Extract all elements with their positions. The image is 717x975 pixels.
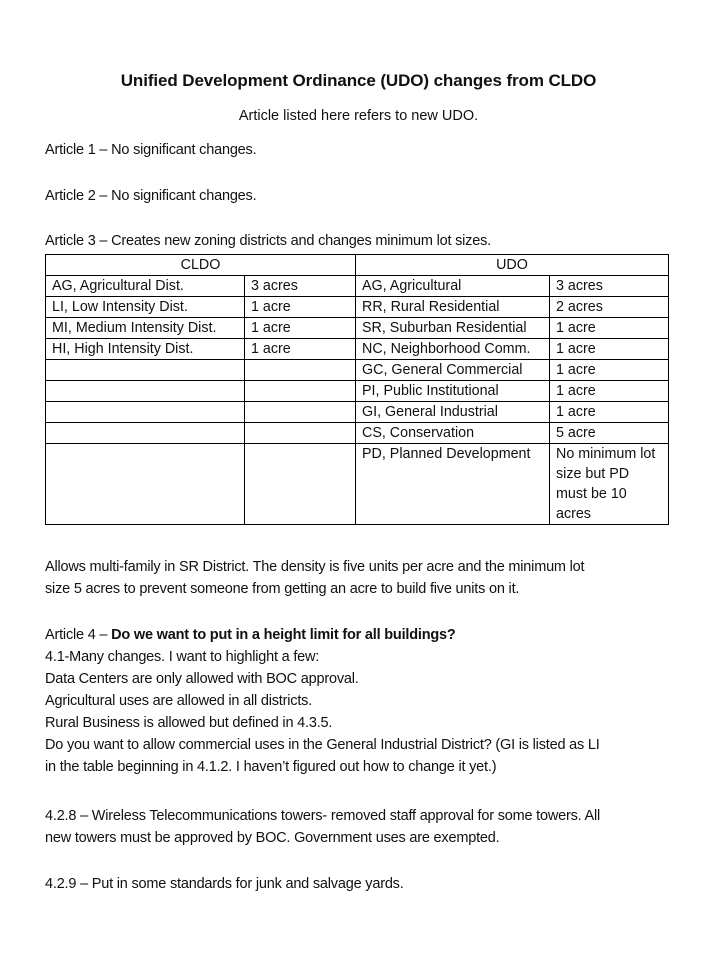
article-4-line: in the table beginning in 4.1.2. I haven’t figured out how to change it yet.) bbox=[45, 759, 497, 775]
article-2-text: No significant changes. bbox=[111, 188, 257, 204]
article-3-note-line: Allows multi-family in SR District. The density is five units per acre and the minimum lot bbox=[45, 559, 585, 575]
cldo-district: HI, High Intensity Dist. bbox=[46, 339, 245, 360]
article-4 bbox=[45, 624, 675, 778]
udo-lot-size: 5 acre bbox=[550, 423, 669, 444]
udo-lot-size: 2 acres bbox=[550, 297, 669, 318]
header-cldo: CLDO bbox=[46, 255, 356, 276]
cldo-district bbox=[46, 423, 245, 444]
cldo-lot-size bbox=[245, 360, 356, 381]
article-3-intro: Article 3 – Creates new zoning districts and changes minimum lot sizes. bbox=[45, 233, 491, 249]
udo-lot-size: 3 acres bbox=[550, 276, 669, 297]
udo-lot-size: 1 acre bbox=[550, 339, 669, 360]
table-row bbox=[46, 423, 669, 444]
udo-district: GI, General Industrial bbox=[356, 402, 550, 423]
article-4-line: Do you want to allow commercial uses in the General Industrial District? (GI is listed as LI bbox=[45, 737, 600, 753]
udo-district: PD, Planned Development bbox=[356, 444, 550, 525]
table-row bbox=[46, 318, 669, 339]
article-4-question: Do we want to put in a height limit for all buildings? bbox=[111, 627, 456, 643]
cldo-lot-size: 1 acre bbox=[245, 318, 356, 339]
section-4-2-8-line: new towers must be approved by BOC. Government uses are exempted. bbox=[45, 830, 500, 846]
udo-district: PI, Public Institutional bbox=[356, 381, 550, 402]
cldo-district bbox=[46, 360, 245, 381]
udo-lot-size: 1 acre bbox=[550, 318, 669, 339]
article-4-heading bbox=[45, 624, 675, 646]
section-4-2-9: 4.2.9 – Put in some standards for junk and salvage yards. bbox=[45, 876, 404, 892]
section-4-2-8 bbox=[45, 805, 675, 849]
cldo-district bbox=[46, 444, 245, 525]
udo-lot-size: 1 acre bbox=[550, 381, 669, 402]
cldo-lot-size bbox=[245, 423, 356, 444]
article-4-line: 4.1-Many changes. I want to highlight a few: bbox=[45, 649, 320, 665]
article-3-note-line: size 5 acres to prevent someone from getting an acre to build five units on it. bbox=[45, 581, 520, 597]
cldo-lot-size bbox=[245, 381, 356, 402]
document-subtitle: Article listed here refers to new UDO. bbox=[238, 108, 479, 124]
cldo-district: AG, Agricultural Dist. bbox=[46, 276, 245, 297]
table-row bbox=[46, 402, 669, 423]
article-3-note bbox=[45, 556, 675, 600]
udo-district: NC, Neighborhood Comm. bbox=[356, 339, 550, 360]
article-4-label: Article 4 – bbox=[45, 627, 112, 643]
header-udo: UDO bbox=[356, 255, 669, 276]
cldo-lot-size: 1 acre bbox=[245, 297, 356, 318]
article-2 bbox=[45, 185, 675, 207]
cldo-lot-size bbox=[245, 402, 356, 423]
cldo-district: MI, Medium Intensity Dist. bbox=[46, 318, 245, 339]
table-row bbox=[46, 381, 669, 402]
udo-district: CS, Conservation bbox=[356, 423, 550, 444]
section-4-2-8-line: 4.2.8 – Wireless Telecommunications towers- removed staff approval for some towers. All bbox=[45, 808, 601, 824]
article-4-line: Agricultural uses are allowed in all districts. bbox=[45, 693, 313, 709]
udo-district: AG, Agricultural bbox=[356, 276, 550, 297]
zoning-comparison-table bbox=[45, 254, 669, 525]
document-title: Unified Development Ordinance (UDO) changes from CLDO bbox=[120, 71, 597, 90]
cldo-lot-size: 3 acres bbox=[245, 276, 356, 297]
cldo-district bbox=[46, 402, 245, 423]
udo-lot-size: 1 acre bbox=[550, 402, 669, 423]
table-row bbox=[46, 339, 669, 360]
table-row bbox=[46, 444, 669, 525]
table-header-row bbox=[46, 255, 669, 276]
article-2-label: Article 2 – bbox=[45, 188, 112, 204]
udo-district: RR, Rural Residential bbox=[356, 297, 550, 318]
table-row bbox=[46, 276, 669, 297]
udo-district: GC, General Commercial bbox=[356, 360, 550, 381]
cldo-district bbox=[46, 381, 245, 402]
table-row bbox=[46, 297, 669, 318]
article-1 bbox=[45, 139, 675, 161]
article-4-line: Data Centers are only allowed with BOC approval. bbox=[45, 671, 359, 687]
udo-lot-size: No minimum lot size but PD must be 10 acres bbox=[550, 444, 669, 525]
article-1-label: Article 1 – bbox=[45, 142, 112, 158]
udo-lot-size: 1 acre bbox=[550, 360, 669, 381]
article-4-line: Rural Business is allowed but defined in 4.3.5. bbox=[45, 715, 333, 731]
table-row bbox=[46, 360, 669, 381]
cldo-district: LI, Low Intensity Dist. bbox=[46, 297, 245, 318]
udo-district: SR, Suburban Residential bbox=[356, 318, 550, 339]
cldo-lot-size: 1 acre bbox=[245, 339, 356, 360]
article-1-text: No significant changes. bbox=[111, 142, 257, 158]
cldo-lot-size bbox=[245, 444, 356, 525]
